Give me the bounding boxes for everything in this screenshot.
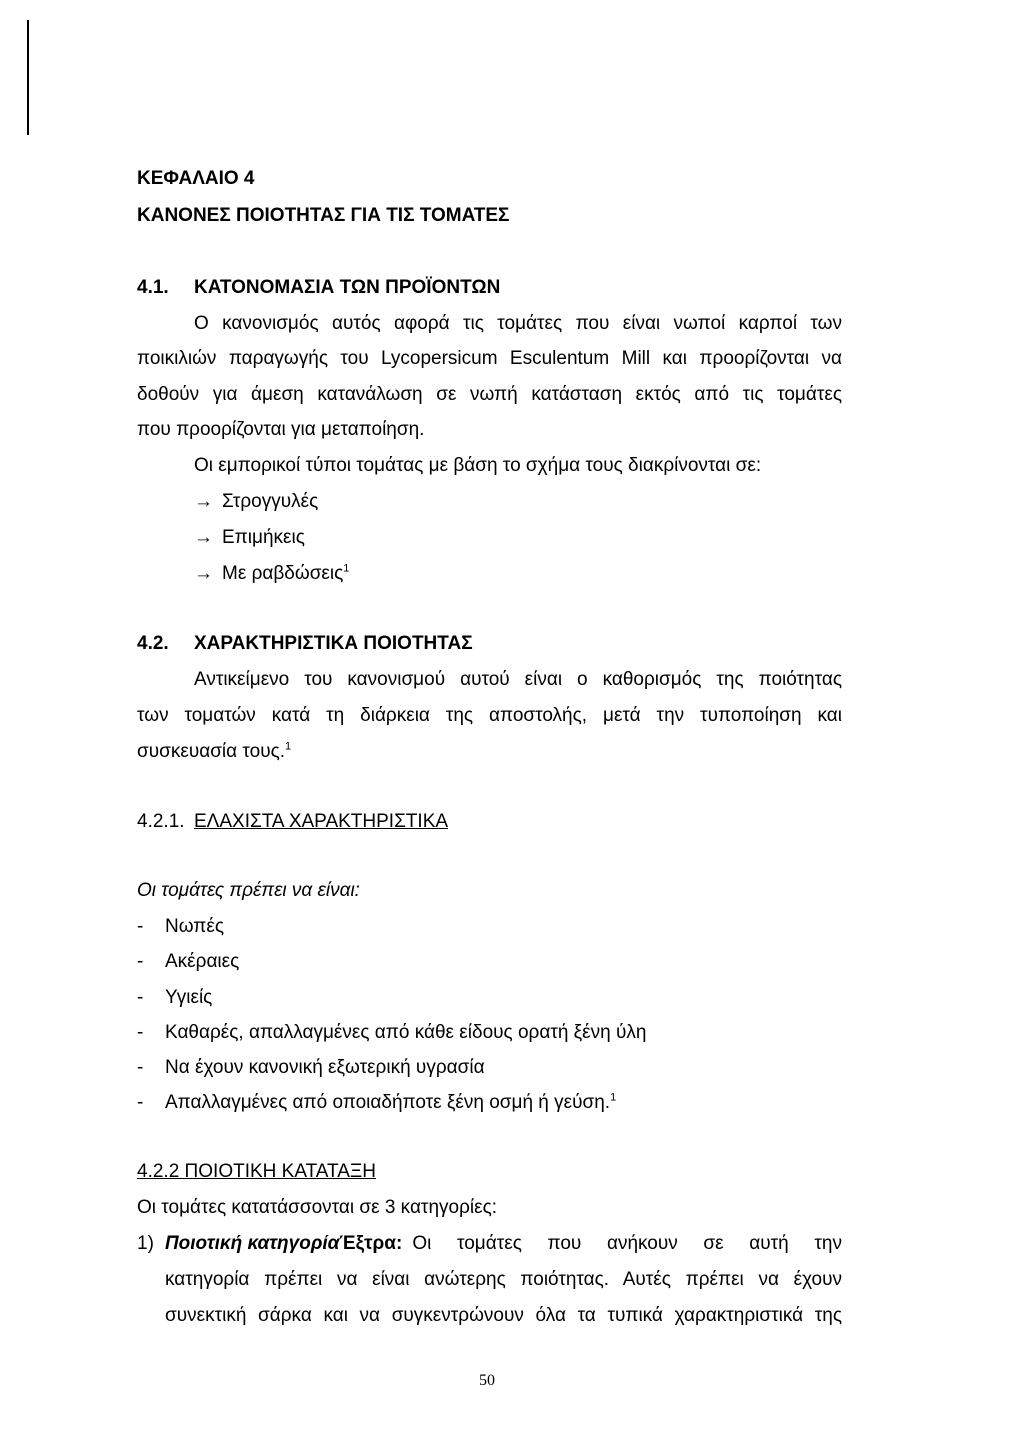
category-label: Ποιοτική κατηγορία — [165, 1233, 340, 1254]
arrow-icon: → — [194, 563, 213, 584]
section-number: 4.1. — [137, 277, 169, 298]
arrow-icon: → — [194, 491, 213, 512]
chapter-title: ΚΑΝΟΝΕΣ ΠΟΙΟΤΗΤΑΣ ΓΙΑ ΤΙΣ ΤΟΜΑΤΕΣ — [137, 205, 510, 226]
paragraph-line: κατηγορία πρέπει να είναι ανώτερης ποιότητας. Αυτές πρέπει να έχουν — [165, 1269, 842, 1290]
paragraph-line: συσκευασία τους.$^1$ — [137, 740, 292, 762]
scan-edge-mark — [27, 20, 29, 135]
dash-icon: - — [137, 1057, 144, 1078]
paragraph-line: Αντικείμενο του κανονισμού αυτού είναι ο καθορισμός της ποιότητας — [194, 669, 842, 690]
paragraph-line: ποικιλιών παραγωγής του Lycopersicum Esculentum Mill και προορίζονται να — [137, 348, 842, 369]
section-4-1-heading — [137, 276, 500, 300]
paragraph-line: Οι τομάτες πρέπει να είναι: — [137, 880, 360, 901]
paragraph-line: που προορίζονται για μεταποίηση. — [137, 419, 425, 440]
section-title: ΚΑΤΟΝΟΜΑΣΙΑ ΤΩΝ ΠΡΟΪΟΝΤΩΝ — [194, 277, 501, 298]
section-4-2-heading — [137, 632, 473, 656]
list-item: → Με ραβδώσεις$^1$ — [194, 562, 350, 584]
arrow-icon: → — [194, 527, 213, 548]
list-item: - Να έχουν κανονική εξωτερική υγρασία — [137, 1057, 485, 1078]
category-class: Έξτρα: — [339, 1233, 403, 1254]
section-title: ΕΛΑΧΙΣΤΑ ΧΑΡΑΚΤΗΡΙΣΤΙΚΑ — [194, 811, 449, 832]
section-title: ΧΑΡΑΚΤΗΡΙΣΤΙΚΑ ΠΟΙΟΤΗΤΑΣ — [194, 633, 473, 654]
section-number: 4.2. — [137, 633, 169, 654]
list-item: - Καθαρές, απαλλαγμένες από κάθε είδους ορατή ξένη ύλη — [137, 1022, 647, 1043]
footnote-ref: 1 — [285, 740, 292, 753]
paragraph-line: των τοματών κατά τη διάρκεια της αποστολής, μετά την τυποποίηση και — [137, 705, 842, 726]
list-item: - Απαλλαγμένες από οποιαδήποτε ξένη οσμή ή γεύση.$^1$ — [137, 1091, 617, 1113]
list-item: - Νωπές — [137, 916, 225, 937]
footnote-ref: 1 — [343, 562, 350, 575]
dash-icon: - — [137, 951, 144, 972]
list-item: - Ακέραιες — [137, 951, 240, 972]
list-item: - Υγιείς — [137, 987, 213, 1008]
dash-icon: - — [137, 987, 144, 1008]
dash-icon: - — [137, 916, 144, 937]
paragraph-line: δοθούν για άμεση κατανάλωση σε νωπή κατάσταση εκτός από τις τομάτες — [137, 384, 842, 405]
page-number: 50 — [479, 1372, 495, 1389]
list-item: → Επιμήκεις — [194, 527, 305, 548]
section-number: 4.2.1. — [137, 811, 185, 832]
chapter-label: ΚΕΦΑΛΑΙΟ 4 — [137, 168, 255, 189]
footnote-ref: 1 — [610, 1091, 617, 1104]
paragraph-line: Οι τομάτες κατατάσσονται σε 3 κατηγορίες: — [137, 1197, 498, 1218]
category-item: 1) Ποιοτική κατηγορία Έξτρα: Οι τομάτες που ανήκουν σε αυτή την — [137, 1233, 842, 1254]
paragraph-line: Ο κανονισμός αυτός αφορά τις τομάτες που είναι νωποί καρποί των — [194, 313, 842, 334]
section-4-2-2-heading: 4.2.2 ΠΟΙΟΤΙΚΗ ΚΑΤΑΤΑΞΗ — [137, 1161, 376, 1182]
dash-icon: - — [137, 1022, 144, 1043]
list-item: → Στρογγυλές — [194, 491, 319, 512]
paragraph-line: συνεκτική σάρκα και να συγκεντρώνουν όλα τα τυπικά χαρακτηριστικά της — [165, 1305, 842, 1326]
paragraph-line: Οι εμπορικοί τύποι τομάτας με βάση το σχήμα τους διακρίνονται σε: — [194, 455, 762, 476]
section-4-2-1-heading — [137, 810, 448, 834]
dash-icon: - — [137, 1092, 144, 1113]
